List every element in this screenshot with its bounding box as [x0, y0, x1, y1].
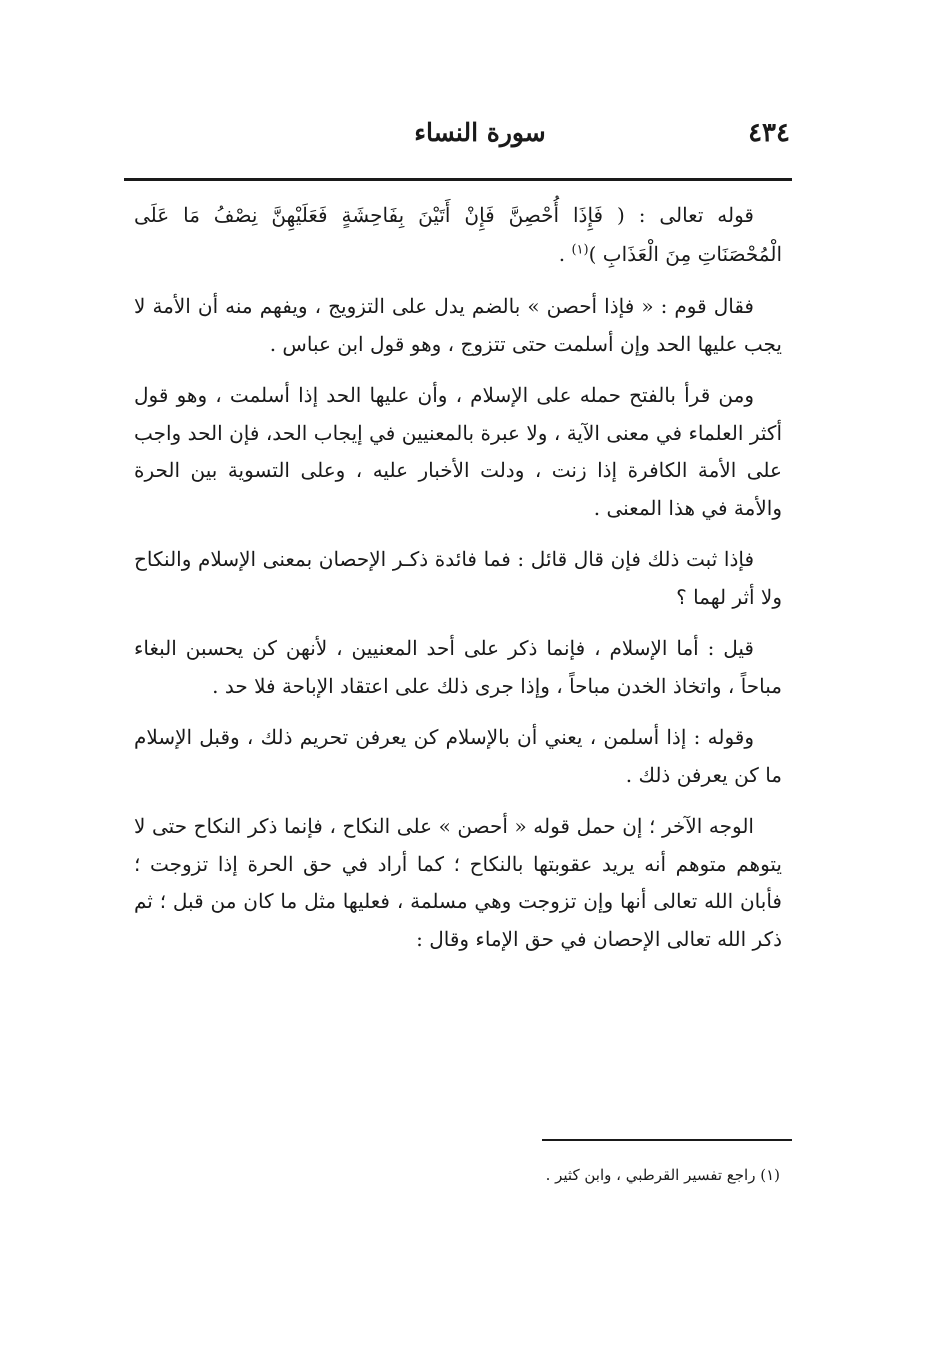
paragraph: وقوله : إذا أسلمن ، يعني أن بالإسلام كن يعرفن تحريم ذلك ، وقبل الإسلام ما كن يعرفن ذلك . — [134, 725, 782, 787]
surah-title: سورة النساء — [414, 118, 546, 147]
paragraph: الوجه الآخر ؛ إن حمل قوله « أحصن » على النكاح ، فإنما ذكر النكاح حتى لا يتوهم متوهم أنه يريد عقوبتها بالنكاح ؛ كما أراد في حق الحرة إذا تزوجت ؛ فأبان الله تعالى أنها وإن تزوجت وهي مسلمة ، فعليها مثل ما كان من قبل ؛ ثم ذكر الله تعالى الإحصان في حق الإماء وقال : — [134, 814, 782, 951]
footnote-ref: (١) — [571, 242, 589, 258]
footnote: (١) راجع تفسير القرطبي ، وابن كثير . — [545, 1166, 780, 1184]
page-body — [134, 196, 782, 972]
footnote-rule — [542, 1139, 792, 1141]
verse-end: . — [558, 242, 572, 266]
paragraph: فإذا ثبت ذلك فإن قال قائل : فما فائدة ذكـر الإحصان بمعنى الإسلام والنكاح ولا أثر لهما ؟ — [134, 547, 782, 609]
verse-text: قوله تعالى : ( فَإِذَا أُحْصِنَّ فَإِنْ أَتَيْنَ بِفَاحِشَةٍ فَعَلَيْهِنَّ نِصْفُ مَا عَلَى الْمُحْصَنَاتِ مِنَ الْعَذَابِ ) — [134, 203, 782, 266]
header-rule — [124, 178, 792, 181]
paragraph: فقال قوم : « فإذا أحصن » بالضم يدل على التزويج ، ويفهم منه أن الأمة لا يجب عليها الحد وإن أسلمت حتى تتزوج ، وهو قول ابن عباس . — [134, 294, 782, 356]
verse-paragraph — [134, 196, 782, 274]
paragraph: قيل : أما الإسلام ، فإنما ذكر على أحد المعنيين ، لأنهن كن يحسبن البغاء مباحاً ، واتخاذ الخدن مباحاً ، وإذا جرى ذلك على اعتقاد الإباحة فلا حد . — [134, 636, 782, 698]
paragraph: ومن قرأ بالفتح حمله على الإسلام ، وأن عليها الحد إذا أسلمت ، وهو قول أكثر العلماء في معنى الآية ، ولا عبرة بالمعنيين في إيجاب الحد، فإن الحد واجب على الأمة الكافرة إذا زنت ، ودلت الأخبار عليه ، وعلى التسوية بين الحرة والأمة في هذا المعنى . — [134, 383, 782, 520]
page-number: ٤٣٤ — [748, 118, 790, 148]
